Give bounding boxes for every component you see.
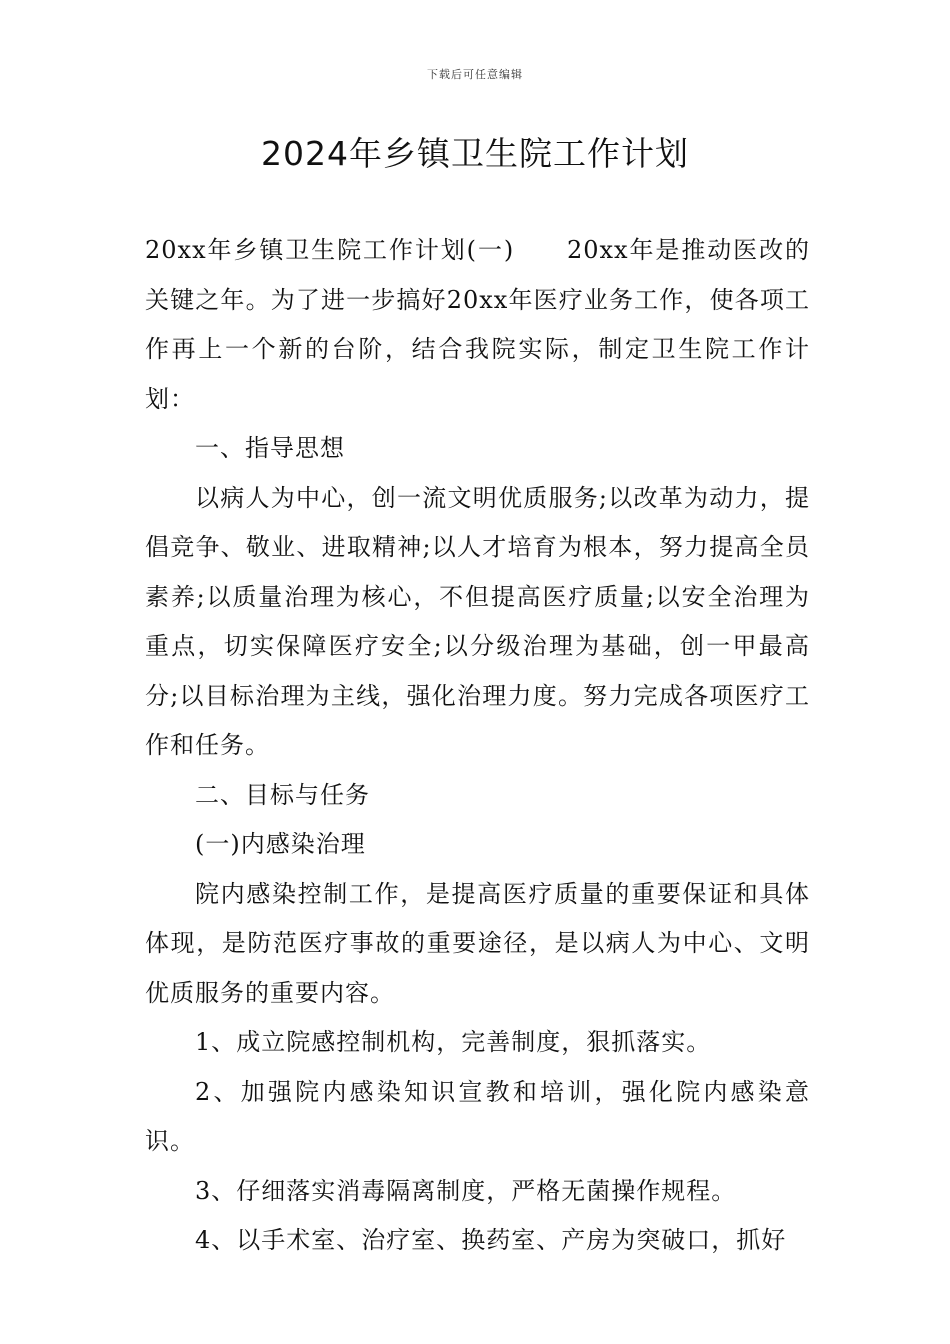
section-heading-guiding-ideology: 一、指导思想 bbox=[195, 434, 345, 462]
paragraph-guiding-ideology: 以病人为中心，创一流文明优质服务;以改革为动力，提倡竞争、敬业、进取精神;以人才培育为根本，努力提高全员素养;以质量治理为核心，不但提高医疗质量;以安全治理为重点，切实保障医疗安全;以分级治理为基础，创一甲最高分;以目标治理为主线，强化治理力度。努力完成各项医疗工作和任务。 bbox=[145, 483, 810, 759]
paragraph-infection-control: 院内感染控制工作，是提高医疗质量的重要保证和具体体现，是防范医疗事故的重要途径，是以病人为中心、文明优质服务的重要内容。 bbox=[145, 879, 810, 1007]
list-item-3: 3、仔细落实消毒隔离制度，严格无菌操作规程。 bbox=[195, 1176, 737, 1205]
subsection-heading-infection-control: (一)内感染治理 bbox=[195, 830, 366, 858]
header-note: 下载后可任意编辑 bbox=[427, 68, 523, 81]
section-heading-goals-tasks: 二、目标与任务 bbox=[195, 780, 370, 809]
document-body bbox=[145, 226, 810, 1266]
paragraph-intro: 20xx年乡镇卫生院工作计划(一) 20xx年是推动医改的关键之年。为了进一步搞好20xx年医疗业务工作，使各项工作再上一个新的台阶，结合我院实际，制定卫生院工作计划： bbox=[145, 236, 810, 413]
list-item-4: 4、以手术室、治疗室、换药室、产房为突破口，抓好 bbox=[195, 1226, 787, 1254]
list-item-1: 1、成立院感控制机构，完善制度，狠抓落实。 bbox=[195, 1028, 712, 1056]
list-item-2: 2、加强院内感染知识宣教和培训，强化院内感染意识。 bbox=[145, 1077, 810, 1155]
document-title: 2024年乡镇卫生院工作计划 bbox=[261, 134, 689, 173]
